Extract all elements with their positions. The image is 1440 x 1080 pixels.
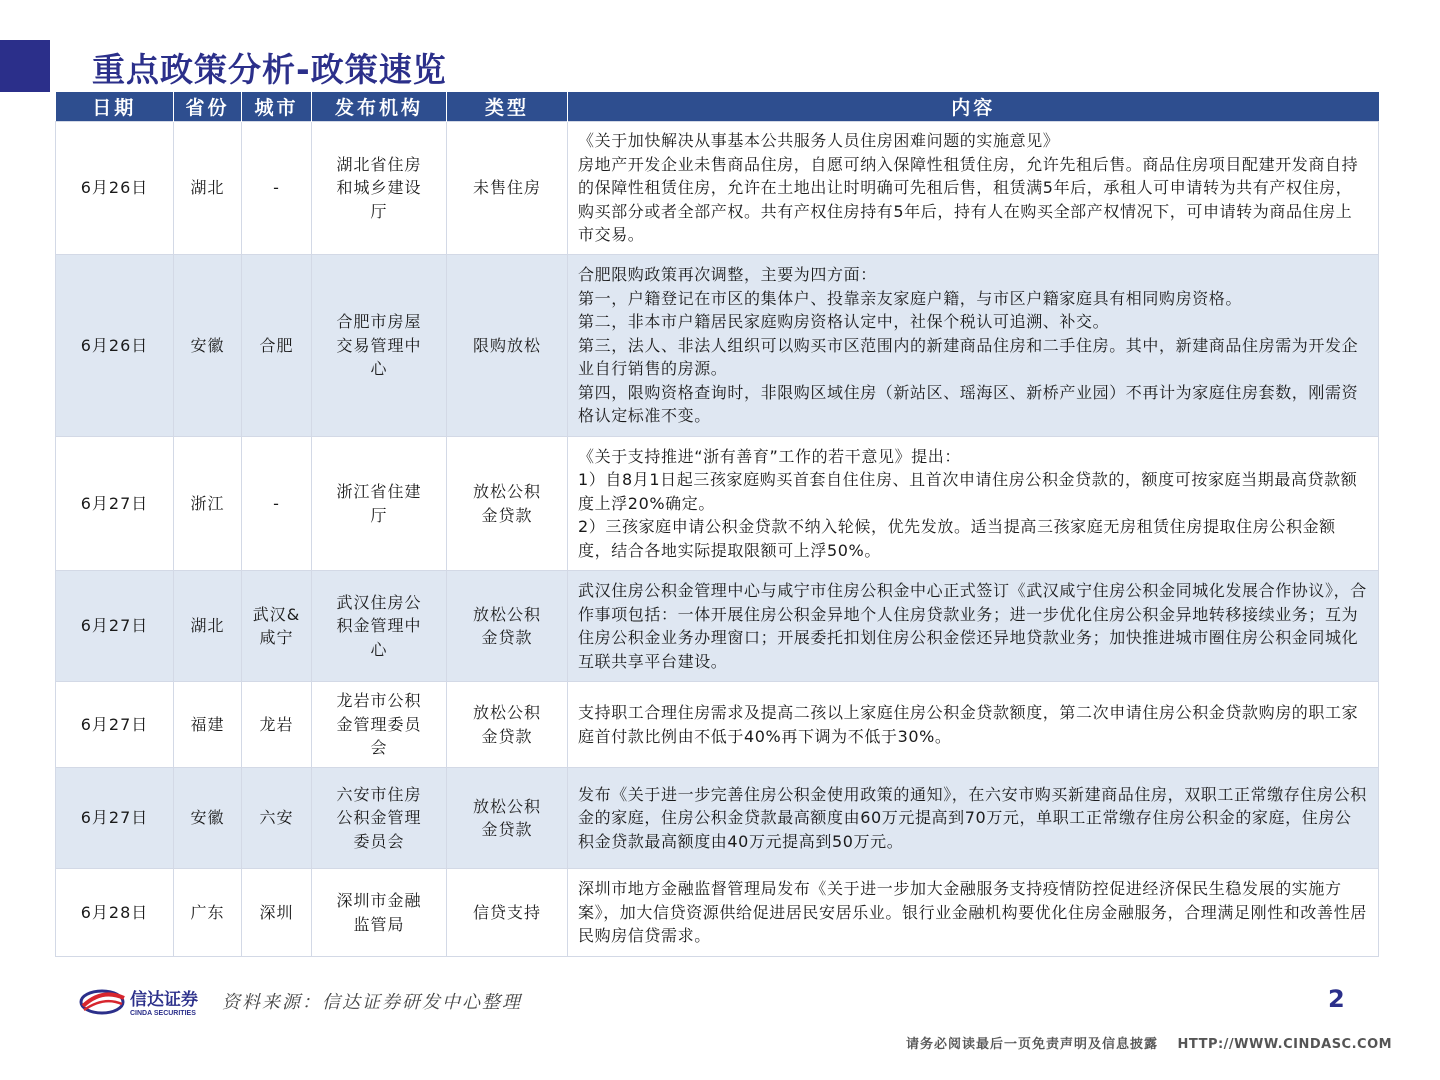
- date-cell: 6月27日: [56, 682, 174, 768]
- city-cell: -: [242, 437, 312, 571]
- city-cell: 合肥: [242, 255, 312, 437]
- content-cell: [568, 682, 1379, 768]
- type-cell: 未售住房: [447, 122, 568, 255]
- header-agency: 发布机构: [312, 92, 447, 122]
- agency-cell: 深圳市金融 监管局: [312, 869, 447, 957]
- type-cell: 限购放松: [447, 255, 568, 437]
- content-paragraph: 深圳市地方金融监督管理局发布《关于进一步加大金融服务支持疫情防控促进经济保民生稳发展的实施方案》，加大信贷资源供给促进居民安居乐业。银行业金融机构要优化住房金融服务，合理满足刚性和改善性居民购房信贷需求。: [578, 879, 1367, 946]
- table-header-row: [56, 92, 1379, 122]
- content-paragraph: 第四，限购资格查询时，非限购区域住房（新站区、瑶海区、新桥产业园）不再计为家庭住房套数，刚需资格认定标准不变。: [578, 382, 1359, 426]
- province-cell: 湖北: [174, 122, 242, 255]
- content-paragraph: 2）三孩家庭申请公积金贷款不纳入轮候，优先发放。适当提高三孩家庭无房租赁住房提取住房公积金额度，结合各地实际提取限额可上浮50%。: [578, 517, 1336, 560]
- policy-table: [55, 92, 1379, 957]
- disclaimer-bar: [906, 1033, 1392, 1052]
- content-cell: [568, 437, 1379, 571]
- logo-subtext: CINDA SECURITIES: [130, 1010, 196, 1017]
- header-province: 省份: [174, 92, 242, 122]
- content-cell: [568, 255, 1379, 437]
- type-cell: 放松公积 金贷款: [447, 768, 568, 869]
- content-paragraph: 1）自8月1日起三孩家庭购买首套自住住房、且首次申请住房公积金贷款的，额度可按家庭当期最高贷款额度上浮20%确定。: [578, 470, 1358, 513]
- table-row: [56, 571, 1379, 682]
- content-paragraph: 合肥限购政策再次调整，主要为四方面：: [578, 265, 877, 285]
- table-row: [56, 768, 1379, 869]
- agency-cell: 龙岩市公积 金管理委员 会: [312, 682, 447, 768]
- province-cell: 广东: [174, 869, 242, 957]
- disclaimer-text: 请务必阅读最后一页免责声明及信息披露: [906, 1037, 1159, 1052]
- table-row: [56, 122, 1379, 255]
- date-cell: 6月27日: [56, 768, 174, 869]
- date-cell: 6月26日: [56, 255, 174, 437]
- agency-cell: 湖北省住房 和城乡建设 厅: [312, 122, 447, 255]
- type-cell: 放松公积 金贷款: [447, 571, 568, 682]
- content-cell: [568, 768, 1379, 869]
- province-cell: 安徽: [174, 768, 242, 869]
- content-cell: [568, 122, 1379, 255]
- content-paragraph: 第二，非本市户籍居民家庭购房资格认定中，社保个税认可追溯、补交。: [578, 312, 1110, 332]
- content-paragraph: 第一，户籍登记在市区的集体户、投靠亲友家庭户籍，与市区户籍家庭具有相同购房资格。: [578, 288, 1243, 308]
- province-cell: 湖北: [174, 571, 242, 682]
- content-paragraph: 房地产开发企业未售商品住房，自愿可纳入保障性租赁住房，允许先租后售。商品住房项目配建开发商自持的保障性租赁住房，允许在土地出让时明确可先租后售，租赁满5年后，承租人可申请转为共有产权住房，购买部分或者全部产权。共有产权住房持有5年后，持有人在购买全部产权情况下，可申请转为商品住房上市交易。: [578, 154, 1359, 245]
- content-paragraph: 武汉住房公积金管理中心与咸宁市住房公积金中心正式签订《武汉咸宁住房公积金同城化发展合作协议》，合作事项包括：一体开展住房公积金异地个人住房贷款业务；进一步优化住房公积金异地转移接续业务；互为住房公积金业务办理窗口；开展委托扣划住房公积金偿还异地贷款业务；加快推进城市圈住房公积金同城化互联共享平台建设。: [578, 581, 1367, 671]
- header-type: 类型: [447, 92, 568, 122]
- header-date: 日期: [56, 92, 174, 122]
- province-cell: 浙江: [174, 437, 242, 571]
- table-row: [56, 437, 1379, 571]
- agency-cell: 浙江省住建 厅: [312, 437, 447, 571]
- province-cell: 安徽: [174, 255, 242, 437]
- content-paragraph: 第三，法人、非法人组织可以购买市区范围内的新建商品住房和二手住房。其中，新建商品住房需为开发企业自行销售的房源。: [578, 335, 1359, 379]
- logo-swoosh-icon: [81, 991, 124, 1013]
- city-cell: 龙岩: [242, 682, 312, 768]
- content-paragraph: 《关于支持推进“浙有善育”工作的若干意见》提出：: [578, 446, 961, 466]
- logo-text: 信达证券: [130, 990, 198, 1009]
- website-link[interactable]: HTTP://WWW.CINDASC.COM: [1177, 1037, 1393, 1052]
- table-row: [56, 255, 1379, 437]
- date-cell: 6月26日: [56, 122, 174, 255]
- province-cell: 福建: [174, 682, 242, 768]
- page-title: 重点政策分析-政策速览: [92, 50, 447, 89]
- page-number: 2: [1328, 985, 1345, 1013]
- agency-cell: 合肥市房屋 交易管理中 心: [312, 255, 447, 437]
- agency-cell: 武汉住房公 积金管理中 心: [312, 571, 447, 682]
- header-city: 城市: [242, 92, 312, 122]
- type-cell: 信贷支持: [447, 869, 568, 957]
- corner-accent-block: [0, 40, 50, 92]
- city-cell: 武汉& 咸宁: [242, 571, 312, 682]
- date-cell: 6月27日: [56, 571, 174, 682]
- table-row: [56, 682, 1379, 768]
- data-source-note: 资料来源：信达证券研发中心整理: [222, 992, 522, 1013]
- content-paragraph: 《关于加快解决从事基本公共服务人员住房困难问题的实施意见》: [578, 131, 1060, 151]
- city-cell: 深圳: [242, 869, 312, 957]
- header-content: 内容: [568, 92, 1379, 122]
- content-cell: [568, 571, 1379, 682]
- cinda-logo: [78, 984, 228, 1018]
- content-paragraph: 发布《关于进一步完善住房公积金使用政策的通知》，在六安市购买新建商品住房，双职工正常缴存住房公积金的家庭，住房公积金贷款最高额度由60万元提高到70万元，单职工正常缴存住房公积金的家庭，住房公积金贷款最高额度由40万元提高到50万元。: [578, 784, 1367, 851]
- city-cell: -: [242, 122, 312, 255]
- date-cell: 6月27日: [56, 437, 174, 571]
- type-cell: 放松公积 金贷款: [447, 682, 568, 768]
- agency-cell: 六安市住房 公积金管理 委员会: [312, 768, 447, 869]
- content-cell: [568, 869, 1379, 957]
- table-row: [56, 869, 1379, 957]
- city-cell: 六安: [242, 768, 312, 869]
- table-body: [56, 122, 1379, 957]
- type-cell: 放松公积 金贷款: [447, 437, 568, 571]
- date-cell: 6月28日: [56, 869, 174, 957]
- content-paragraph: 支持职工合理住房需求及提高二孩以上家庭住房公积金贷款额度，第二次申请住房公积金贷款购房的职工家庭首付款比例由不低于40%再下调为不低于30%。: [578, 703, 1359, 746]
